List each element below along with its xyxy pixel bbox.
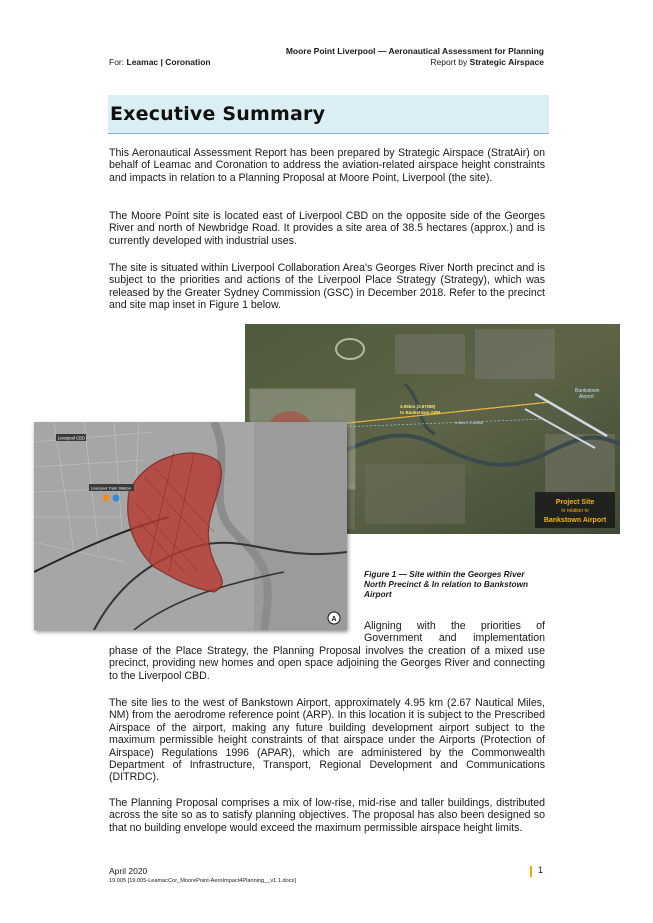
client-name: Leamac | Coronation <box>126 57 211 67</box>
project-site-sub: in relation to <box>561 508 589 514</box>
station-label: Liverpool Train Station <box>91 485 131 491</box>
title-band <box>108 95 549 134</box>
paragraph-site: The Moore Point site is located east of Liverpool CBD on the opposite side of the Georges River and north of Newbridge Road. It provides a site area of 38.5 hectares (approx.) and is currently developed with industrial uses. <box>109 210 545 247</box>
paragraph-aligning-rest: phase of the Place Strategy, the Planning Proposal involves the creation of a mixed use precinct, providing new homes and open space adjoining the Georges River and connecting to the Liverpool CBD. <box>109 645 545 682</box>
header-right <box>286 46 544 68</box>
distance-label-1: 4.95km (2.67NM) <box>400 404 436 409</box>
figure-caption: Figure 1 — Site within the Georges River North Precinct & In relation to Bankstown Airport <box>364 569 529 599</box>
project-site-airport: Bankstown Airport <box>543 517 607 524</box>
bus-icon <box>113 495 120 502</box>
cbd-label: Liverpool CBD <box>58 435 85 441</box>
paragraph-aligning-start: Aligning with the priorities of Government and implementation <box>364 620 545 645</box>
project-site-title: Project Site <box>555 499 595 506</box>
report-by-prefix: Report by <box>430 57 468 67</box>
airport-label-1: Bankstown <box>575 388 600 394</box>
footer-divider <box>530 866 532 877</box>
distance-label-3: 4.9km / 2.64NM <box>455 420 484 425</box>
footer-date: April 2020 <box>109 866 148 876</box>
distance-label-2: to Bankstown ARP <box>400 410 441 415</box>
train-icon <box>103 495 110 502</box>
document-title: Moore Point Liverpool — Aeronautical Assessment for Planning <box>285 46 544 56</box>
header-left <box>109 57 211 68</box>
paragraph-precinct: The site is situated within Liverpool Collaboration Area's Georges River North precinct and is subject to the priorities and actions of the Liverpool Place Strategy (Strategy), which was released by the Greater Sydney Commission (GSC) in December 2018. Refer to the precinct and site map inset in Figure 1 below. <box>109 262 545 312</box>
precinct-map <box>34 422 347 630</box>
report-by <box>286 57 544 68</box>
paragraph-proposal: The Planning Proposal comprises a mix of low-rise, mid-rise and taller buildings, distributed across the site so as to satisfy planning objectives. The proposal has also been designed so that no building envelope would exceed the maximum permissible airspace height limits. <box>109 797 545 834</box>
page-number: 1 <box>538 865 544 875</box>
page-title: Executive Summary <box>110 103 326 125</box>
footer-reference: 19.005 [19.005-LeamacCor_MoorePoint-AeroImpact4Planning__v1.1.docx] <box>109 878 296 884</box>
report-author: Strategic Airspace <box>469 57 544 67</box>
north-symbol: A <box>331 616 337 623</box>
airport-label-2: Airport <box>579 394 594 400</box>
paragraph-intro: This Aeronautical Assessment Report has been prepared by Strategic Airspace (StratAir) on behalf of Leamac and Coronation to address the aviation-related airspace height constraints and impacts in relation to a Planning Proposal at Moore Point, Liverpool (the site). <box>109 147 545 184</box>
for-prefix: For: <box>109 57 125 67</box>
paragraph-airport: The site lies to the west of Bankstown Airport, approximately 4.95 km (2.67 Nautical Miles, NM) from the aerodrome reference point (ARP). In this location it is subject to the Prescribed Airspace of the airport, making any future building development airport subject to the maximum permissible height constraints of that airspace under the Airports (Protection of Airspace) Regulations 1996 (APAR), which are administered by the Commonwealth Department of Infrastructure, Transport, Regional Development and Communications (DITRDC). <box>109 697 545 784</box>
